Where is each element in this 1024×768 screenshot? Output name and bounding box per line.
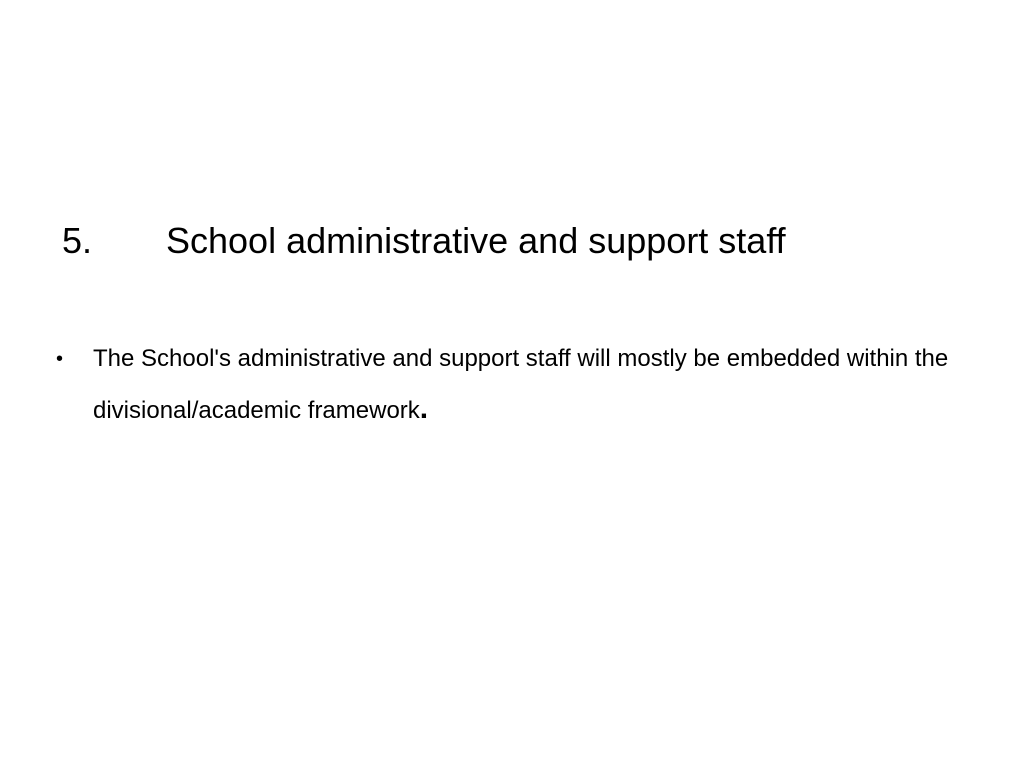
- heading-number: 5.: [62, 220, 93, 261]
- bullet-icon: •: [56, 348, 64, 370]
- bullet-text: The School's administrative and support staff will mostly be embedded within the divisional/academic framework: [93, 345, 949, 424]
- list-item: [56, 334, 956, 436]
- heading-title: School administrative and support staff: [166, 220, 786, 261]
- slide-heading: [62, 218, 786, 264]
- bullet-list: [56, 334, 956, 436]
- bullet-period: .: [419, 392, 429, 425]
